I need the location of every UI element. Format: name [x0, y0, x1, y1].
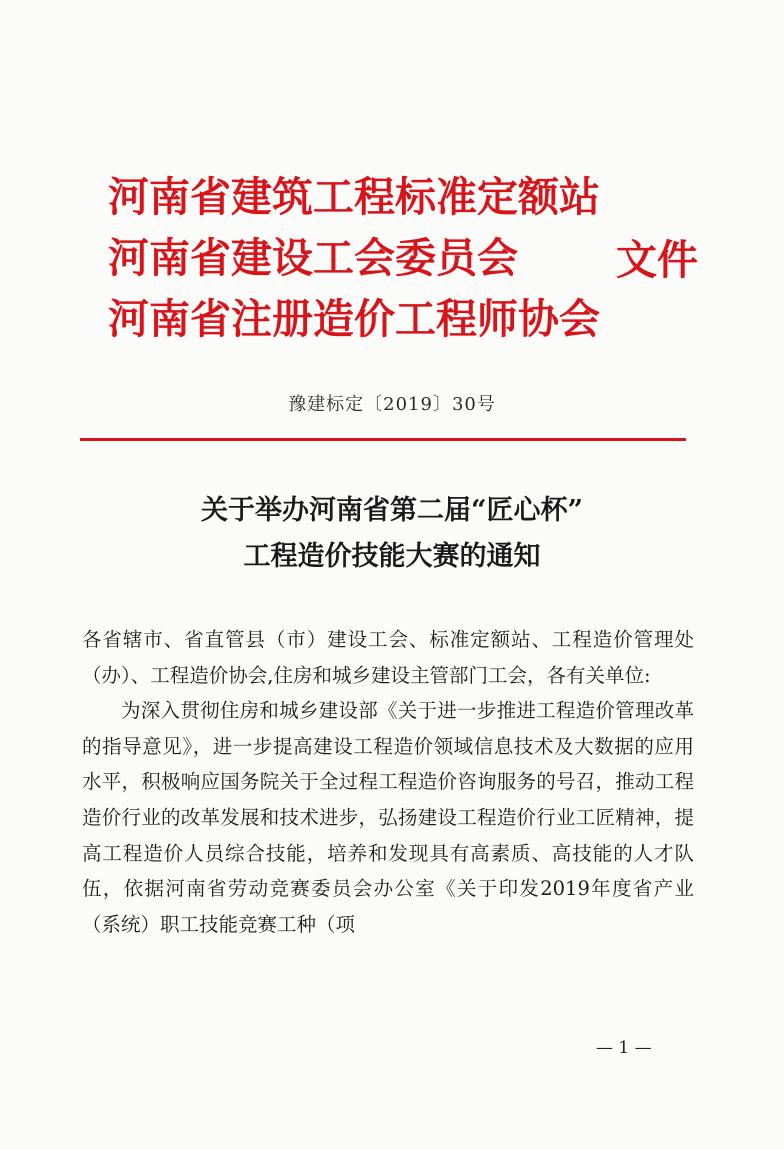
notice-title: [0, 488, 784, 580]
document-number: 豫建标定〔2019〕30号: [288, 394, 496, 415]
salutation: 各省辖市、省直管县（市）建设工会、标准定额站、工程造价管理处（办）、工程造价协会,住房和城乡建设主管部门工会，各有关单位:: [82, 628, 694, 687]
document-type-label: 文件: [616, 236, 698, 284]
red-divider-line: [80, 438, 686, 441]
page-number: — 1 —: [596, 1038, 652, 1058]
title-line-2: 工程造价技能大赛的通知: [243, 541, 541, 572]
title-line-1: 关于举办河南省第二届“匠心杯”: [200, 495, 584, 526]
issuer-name: 河南省建筑工程标准定额站: [108, 173, 600, 221]
issuer-name: 河南省注册造价工程师协会: [108, 295, 600, 343]
issuer-name: 河南省建设工会委员会: [108, 234, 518, 282]
notice-body: [82, 622, 694, 942]
body-paragraph: 为深入贯彻住房和城乡建设部《关于进一步推进工程造价管理改革的指导意见》，进一步提高建设工程造价领域信息技术及大数据的应用水平，积极响应国务院关于全过程工程造价咨询服务的号召，推动工程造价行业的改革发展和技术进步，弘扬建设工程造价行业工匠精神，提高工程造价人员综合技能，培养和发现具有高素质、高技能的人才队伍，依据河南省劳动竞赛委员会办公室《关于印发2019年度省产业（系统）职工技能竞赛工种（项: [82, 699, 694, 936]
